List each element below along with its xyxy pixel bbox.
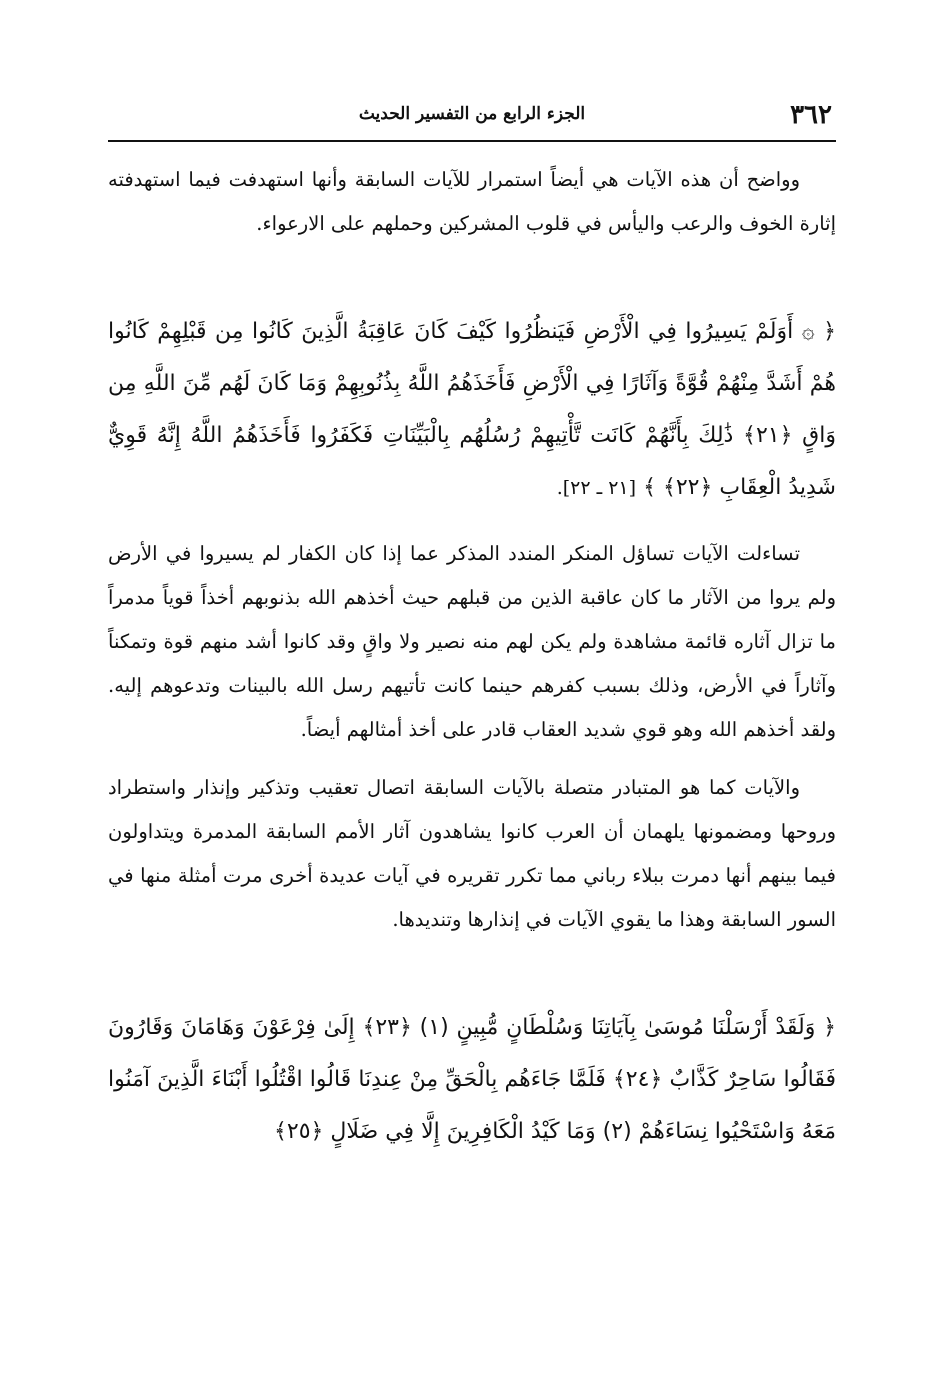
header-rule [108, 140, 836, 142]
verse-reference: [٢١ ـ ٢٢]. [556, 477, 637, 499]
running-title: الجزء الرابع من التفسير الحديث [358, 104, 586, 124]
quran-verses-23-25: ﴿ وَلَقَدْ أَرْسَلْنَا مُوسَىٰ بِآيَاتِنَا وَسُلْطَانٍ مُّبِينٍ (١) ﴿٢٣﴾ إِلَىٰ فِرْعَوْنَ وَهَامَانَ وَقَارُونَ فَقَالُوا سَاحِرٌ كَذَّابٌ ﴿٢٤﴾ فَلَمَّا جَاءَهُم بِالْحَقِّ مِنْ عِندِنَا قَالُوا اقْتُلُوا أَبْنَاءَ الَّذِينَ آمَنُوا مَعَهُ وَاسْتَحْيُوا نِسَاءَهُمْ (٢) وَمَا كَيْدُ الْكَافِرِينَ إِلَّا فِي ضَلَالٍ ﴿٢٥﴾ [108, 1015, 837, 1144]
quran-verses-21-22 [108, 306, 836, 514]
commentary-paragraph-1: وواضح أن هذه الآيات هي أيضاً استمرار للآيات السابقة وأنها استهدفت فيما استهدفته إثارة الخوف والرعب واليأس في قلوب المشركين وحملهم على الارعواء. [108, 168, 836, 235]
page-header [108, 96, 836, 140]
verse-text-21-22: ﴿ ۞ أَوَلَمْ يَسِيرُوا فِي الْأَرْضِ فَيَنظُرُوا كَيْفَ كَانَ عَاقِبَةُ الَّذِينَ كَانُوا مِن قَبْلِهِمْ كَانُوا هُمْ أَشَدَّ مِنْهُمْ قُوَّةً وَآثَارًا فِي الْأَرْضِ فَأَخَذَهُمُ اللَّهُ بِذُنُوبِهِمْ وَمَا كَانَ لَهُم مِّنَ اللَّهِ مِن وَاقٍ ﴿٢١﴾ ذَٰلِكَ بِأَنَّهُمْ كَانَت تَّأْتِيهِمْ رُسُلُهُم بِالْبَيِّنَاتِ فَكَفَرُوا فَأَخَذَهُمُ اللَّهُ إِنَّهُ قَوِيٌّ شَدِيدُ الْعِقَابِ ﴿٢٢﴾ ﴾ [108, 319, 836, 500]
commentary-paragraph-2: تساءلت الآيات تساؤل المنكر المندد المذكر عما إذا كان الكفار لم يسيروا في الأرض ولم يروا من الآثار ما كان عاقبة الذين من قبلهم حيث أخذهم الله بذنوبهم أخذاً قوياً مدمراً ما تزال آثاره قائمة مشاهدة ولم يكن لهم منه نصير ولا واقٍ وقد كانوا أشد منهم قوة وتمكناً وآثاراً في الأرض، وذلك بسبب كفرهم حينما كانت تأتيهم رسل الله بالبينات وتدعوهم إليه. ولقد أخذهم الله وهو قوي شديد العقاب قادر على أخذ أمثالهم أيضاً. [108, 542, 836, 741]
page-body [108, 158, 836, 1158]
commentary-paragraph-3: والآيات كما هو المتبادر متصلة بالآيات السابقة اتصال تعقيب وتذكير وإنذار واستطراد وروحها ومضمونها يلهمان أن العرب كانوا يشاهدون آثار الأمم السابقة المدمرة ويتداولون فيما بينهم أنها دمرت ببلاء رباني مما تكرر تقريره في آيات عديدة أخرى مرت أمثلة منها في السور السابقة وهذا ما يقوي الآيات في إنذارها وتنديدها. [108, 776, 836, 931]
page-number: ٣٦٢ [790, 100, 832, 130]
